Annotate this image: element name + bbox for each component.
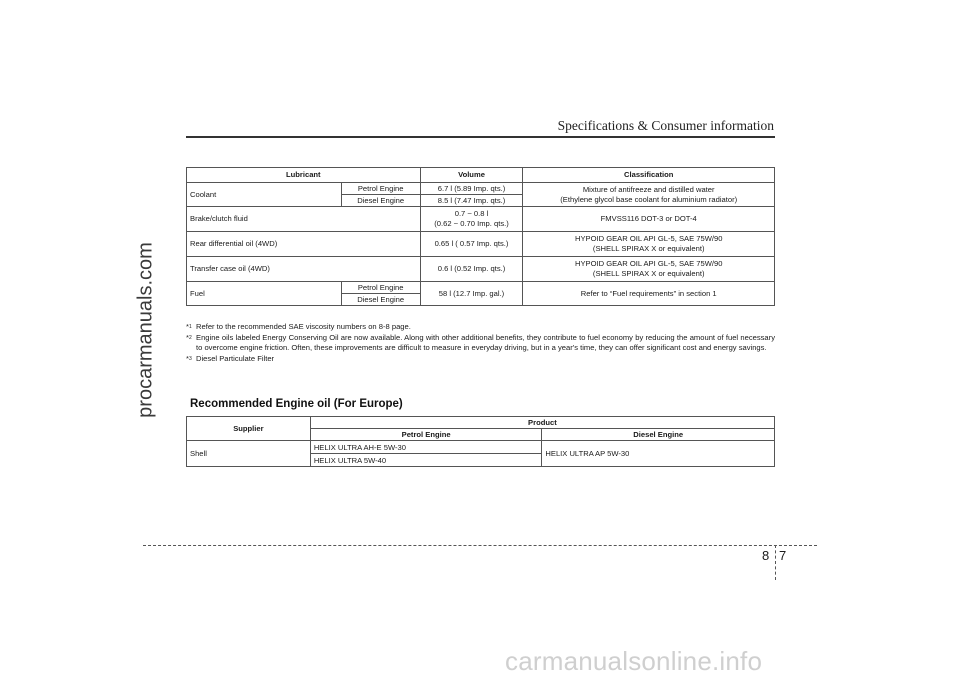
footnotes — [186, 322, 775, 364]
footnote-text: Diesel Particulate Filter — [196, 353, 275, 363]
coolant-petrol-label: Petrol Engine — [341, 183, 420, 195]
rear-diff-volume: 0.65 l ( 0.57 Imp. qts.) — [420, 232, 523, 257]
transfer-class-line1: HYPOID GEAR OIL API GL-5, SAE 75W/90 — [574, 259, 723, 268]
transfer-label: Transfer case oil (4WD) — [187, 257, 421, 282]
footnote-text: Refer to the recommended SAE viscosity numbers on 8-8 page. — [196, 322, 411, 331]
coolant-class-line2: (Ethylene glycol base coolant for aluminium radiator) — [560, 194, 738, 204]
coolant-diesel-volume: 8.5 l (7.47 Imp. qts.) — [420, 195, 523, 207]
brake-volume-line1: 0.7 ~ 0.8 l — [454, 209, 489, 218]
brake-classification: FMVSS116 DOT-3 or DOT-4 — [523, 207, 775, 232]
section-title: Specifications & Consumer information — [557, 118, 774, 133]
table-row — [187, 207, 775, 232]
brake-label: Brake/clutch fluid — [187, 207, 421, 232]
coolant-label: Coolant — [187, 183, 342, 207]
table-header-row — [187, 417, 775, 429]
rear-diff-classification — [523, 232, 775, 257]
header-product: Product — [310, 417, 774, 429]
fuel-classification: Refer to “Fuel requirements” in section 1 — [523, 282, 775, 306]
brake-volume-line2: (0.62 ~ 0.70 Imp. qts.) — [434, 219, 509, 228]
petrol-oil-2: HELIX ULTRA 5W-40 — [310, 454, 542, 467]
chapter-number: 8 — [762, 548, 770, 563]
fuel-volume: 58 l (12.7 Imp. gal.) — [420, 282, 523, 306]
fuel-label: Fuel — [187, 282, 342, 306]
header-lubricant: Lubricant — [187, 168, 421, 183]
diesel-oil: HELIX ULTRA AP 5W-30 — [542, 441, 775, 467]
rear-diff-class-line2: (SHELL SPIRAX X or equivalent) — [592, 244, 705, 253]
engine-oil-heading: Recommended Engine oil (For Europe) — [190, 398, 403, 410]
header-petrol-engine: Petrol Engine — [310, 429, 542, 441]
petrol-oil-1: HELIX ULTRA AH-E 5W-30 — [310, 441, 542, 454]
header-volume: Volume — [420, 168, 523, 183]
footnote-marker: *$^1$ — [186, 322, 192, 331]
footnote-marker: *$^2$ — [186, 332, 192, 342]
engine-oil-table — [186, 416, 775, 467]
fuel-diesel-label: Diesel Engine — [341, 294, 420, 306]
footnote-marker: *$^3$ — [186, 353, 192, 363]
supplier-cell: Shell — [187, 441, 311, 467]
coolant-petrol-volume: 6.7 l (5.89 Imp. qts.) — [420, 183, 523, 195]
table-row — [187, 232, 775, 257]
coolant-class-line1: Mixture of antifreeze and distilled water — [582, 184, 715, 194]
side-watermark — [131, 150, 161, 510]
footer-watermark: carmanualsonline.info — [505, 646, 763, 676]
header-rule — [186, 136, 775, 138]
table-header-row — [187, 168, 775, 183]
header-supplier: Supplier — [187, 417, 311, 441]
footnote-3 — [186, 354, 775, 365]
table-row — [187, 183, 775, 195]
footnote-text: Engine oils labeled Energy Conserving Oil are now available. Along with other additional benefits, they contribute to fuel economy by reducing the amount of fuel necessary to overcome engine friction. Often, these improvements are difficult to measure in everyday driving, but in a year's time, they can offer significant cost and energy savings. — [196, 332, 775, 352]
page-number: 7 — [779, 548, 787, 563]
transfer-volume: 0.6 l (0.52 Imp. qts.) — [420, 257, 523, 282]
page-divider — [775, 545, 776, 580]
transfer-classification — [523, 257, 775, 282]
transfer-class-line2: (SHELL SPIRAX X or equivalent) — [592, 269, 705, 278]
lubricant-spec-table — [186, 167, 775, 306]
coolant-classification — [523, 183, 775, 207]
footnote-1 — [186, 322, 775, 333]
header-classification: Classification — [523, 168, 775, 183]
footer-dashed-rule — [143, 545, 817, 546]
table-row — [187, 282, 775, 294]
rear-diff-class-line1: HYPOID GEAR OIL API GL-5, SAE 75W/90 — [574, 234, 723, 243]
fuel-petrol-label: Petrol Engine — [341, 282, 420, 294]
table-row — [187, 441, 775, 454]
side-watermark-text: procarmanuals.com — [134, 242, 157, 418]
footnote-2 — [186, 333, 775, 354]
coolant-diesel-label: Diesel Engine — [341, 195, 420, 207]
rear-diff-label: Rear differential oil (4WD) — [187, 232, 421, 257]
brake-volume — [420, 207, 523, 232]
table-row — [187, 257, 775, 282]
header-diesel-engine: Diesel Engine — [542, 429, 775, 441]
